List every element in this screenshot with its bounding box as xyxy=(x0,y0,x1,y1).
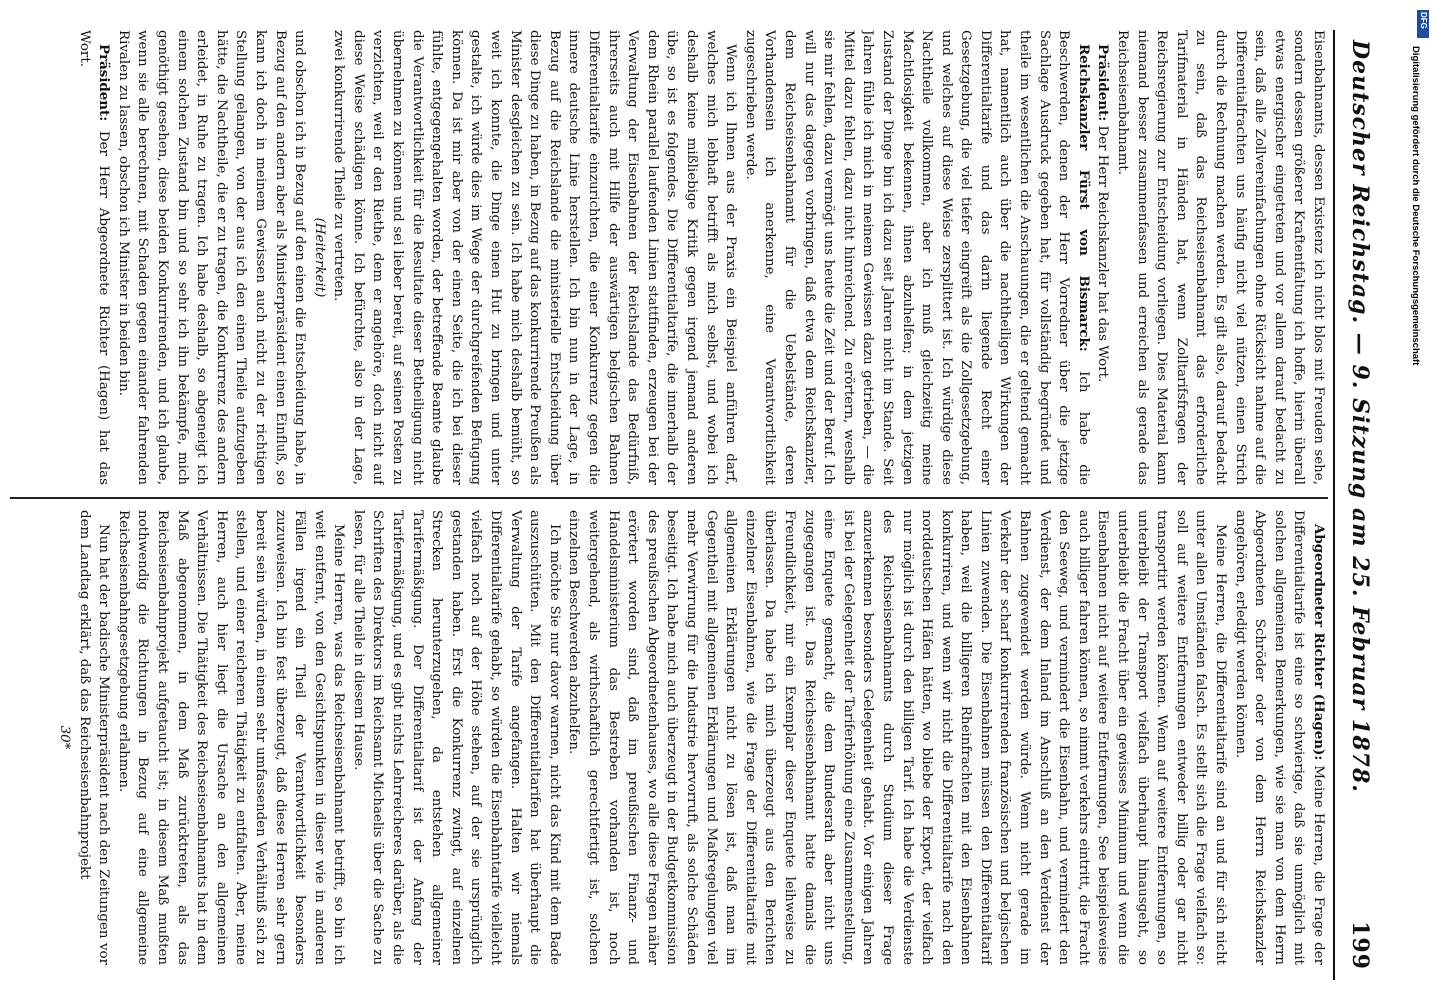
paragraph xyxy=(74,30,113,485)
paragraph xyxy=(564,510,1230,965)
paragraph xyxy=(1112,30,1328,485)
paragraph-text: 30* xyxy=(57,725,72,750)
paragraph xyxy=(329,30,740,485)
paragraph-text: Ich habe die Beschwerden, denen der Herr Vorredner über die jetzige Sachlage Ausdruck gegeben hat, für vollständig begründet und theile im wesentlichen die Anschauungen, die er geltend gemacht hat, namentlich auch über die nachtheiligen Wirkungen der Differentialtarife und das darin liegende Recht einer Gesetzgebung, die viel tiefer eingreift als die Zollgesetzgebung, und welches auf diese Weise zersplittert ist. Ich würdige diese Nachtheile vollkommen, aber ich muß gleichzeitig meine Machtlosigkeit bekennen, ihnen abzuhelfen; in dem jetzigen Zustand der Dinge bin ich dazu seit Jahren nicht im Stande. Seit Jahren fühle ich mich in meinem Gewissen dazu getrieben, — die Mittel dazu fehlen, dazu nicht hinreichend. Zu erörtern, weshalb sie mir fehlen, dazu vermögt uns heute die Zeit und der Beruf. Ich will nur das dagegen vorbringen, daß etwa dem Reichskanzler, dem Reichseisenbahnamt für die Uebelstände, deren Vorhandensein ich anerkenne, eine Verantwortlichkeit zugeschrieben werde. xyxy=(742,30,1091,485)
page-header xyxy=(1340,40,1380,970)
paragraph xyxy=(1093,30,1113,485)
paragraph-text: Meine Herren, die Frage der Differentialtarife ist eine so schwierige, daß sie unmöglich mit solchen allgemeinen Bemerkungen, wie sie man von dem Herrn Abgeordneten Schröder oder von dem Herrn Reichskanzler angehören, erledigt werden können. xyxy=(1232,510,1326,965)
speaker-name: Präsident: xyxy=(1095,44,1112,122)
paragraph xyxy=(348,510,564,965)
paragraph xyxy=(309,30,329,485)
header-rule xyxy=(1333,30,1335,980)
paragraph-text: Ich möchte Sie nur davor warnen, nicht das Kind mit dem Bade auszuschütten. Mit den Differentialtarifen hat überhaupt die Verwaltung der Tarife angefangen. Halten wir niemals Differentialtarife gehabt, so würden die Eisenbahntarife vielleicht vielfach noch auf der Höhe stehen, auf der sie ursprünglich gestanden haben. Erst die Konkurrenz zwingt, auf einzelnen Strecken herunterzugehen, da entstehen allgemeiner Tarifermäßigung. Der Differentialtarif ist der Anfang der Tarifermäßigung, und es gibt nichts Lehrreicheres darüber, als die Schriften des Direktors im Reichsamt Michaelis über die Sache zu lesen, für alle Theile in diesem Hause. xyxy=(350,510,562,965)
credit-label: Digitalisierung gefördert durch die Deutsche Forschungsgemeinschaft xyxy=(1410,46,1421,366)
dfg-logo xyxy=(1417,10,1429,38)
paragraph-text: (Heiterkeit) xyxy=(311,217,327,298)
paragraph xyxy=(740,30,1093,485)
right-column xyxy=(10,510,1328,965)
paragraph xyxy=(113,30,309,485)
page-number: 199 xyxy=(1347,921,1373,970)
paragraph-text: Meine Herren, was das Reichseisenbahnamt betrifft, so bin ich weit entfernt, von den Gesichtspunkten in dieser wie in anderen Fällen irgend ein Theil der Verantwortlichkeit besonders zuzuweisen. Ich bin fest überzeugt, daß diese Herren sehr gern bereit sein würden, in einem sehr umfassenden Verhältniß sich zu stellen, und einer reicheren Thätigkeit zu entfalten. Aber, meine Herren, auch hier liegt die Ursache an den allgemeinen Verhältnissen. Die Thätigkeit des Reichseisenbahnamts hat in dem Maß abgenommen, in dem Maß zurücktreten, als das Reichseisenbahnprojekt aufgetaucht ist; in diesem Maß mußten nothwendig die Richtungen in Bezug auf eine allgemeine Reichseisenbahngesetzgebung erlahmen. xyxy=(115,510,347,965)
paragraph-text: Eisenbahnamts, dessen Existenz ich nicht blos mit Freuden sehe, sondern dessen größerer Kraftentfaltung ich hoffe, hierin überall etwas energischer eingetreten und vor allem darauf bedacht zu sein, daß alle Zollvereinfachungen ohne Rücksicht nahme auf die Differentialfrachten uns häufig nicht viel nützen, einen Strich durch die Rechnung machen werden. Es gilt also, darauf bedacht zu sein, daß das Reichseisenbahnamt das erforderliche Tarifmaterial in Händen hat, wenn Zolltarifsfragen der Reichsregierung zur Entscheidung vorliegen. Dies Material kann niemand besser zusammenfassen und erreichen als gerade das Reichseisenbahnamt. xyxy=(1115,30,1326,485)
paragraph-text: Wenn ich Ihnen aus der Praxis ein Beispiel anführen darf, welches mich lebhaft betrifft als mich selbst, und wobei ich deshalb keine mißliebige Kritik gegen irgend jemand anderen übe, so ist es folgendes. Die Differentialtarife, die innerhalb der dem Rhein parallel laufenden Linien stattfinden, erzeugen bei der Verwaltung der Eisenbahnen der Reichslande das Bedürfniß, ihrerseits auch mit Hilfe der auswärtigen belgischen Bahnen Differentialtarife einzurichten, die einer Konkurrenz gegen die innere deutsche Linie herstellen. Ich bin nun in der Lage, in Bezug auf die Reichslande die ministerielle Entscheidung über diese Dinge zu haben, in Bezug auf das konkurrirende Preußen als Minister desgleichen zu sein. Ich habe mich deshalb bemüht, so weit ich konnte, die Dinge einen Hut zu bringen und unter gestalte, ich würde dies im Wege der durchgreifenden Befugung können. Da ist mir aber von der einen Seite, die ich bei dieser fühlte, entgegengehalten worden, der betreffende Beamte glaube die Verantwortlichkeit für die Resultate dieser Betheiligung nicht übernehmen zu können und sei lieber bereit, auf seinen Posten zu verzichten, weil er den Riethe, dem er angehöre, doch nicht auf diese Weise schädigen könne. Ich befürchte, also in der Lage, zwei konkurrirende Theile zu vertreten. xyxy=(331,30,739,485)
paragraph-text: Der Herr Reichskanzler hat das Wort. xyxy=(1095,121,1111,383)
left-column xyxy=(10,30,1328,485)
paragraph xyxy=(54,510,74,965)
dfg-logo-text: DFG xyxy=(1419,12,1428,29)
paragraph xyxy=(113,510,348,965)
speaker-name: Präsident: xyxy=(96,44,113,122)
paragraph-text: Der Herr Abgeordnete Richter (Hagen) hat das Wort. xyxy=(76,30,112,485)
running-title: Deutscher Reichstag. — 9. Sitzung am 25. Februar 1878. xyxy=(1347,40,1373,793)
column-divider xyxy=(10,497,1328,499)
paragraph xyxy=(74,510,113,965)
paragraph-text: Nun hat der badische Ministerpräsident nach den Zeitungen vor dem Landtag erklärt, daß das Reichseisenbahnprojekt xyxy=(76,510,112,965)
speaker-name: Reichskanzler Fürst von Bismarck: xyxy=(1075,44,1092,352)
paragraph xyxy=(1230,510,1328,965)
speaker-name: Abgeordneter Richter (Hagen): xyxy=(1311,524,1327,761)
paragraph-text: Meine Herren, die Differentialtarife sind an und für sich nicht unter allen Umständen falsch. Es stellt sich die Frage vielfach so: soll auf weitere Entfernungen entweder billig oder gar nicht transportirt werden können. Wenn auf weitere Entfernungen, so unterbleibt der Transport vielfach überhaupt hinausgeht, so unterbleibt die Fracht über ein gewisses Minimum und wenn die Eisenbahnen nicht auf weitere Entfernungen, See beispielsweise auch billiger fahren können, so nimmt verkehrs eintritt, die Fracht den Seeweg, und vermindert die Eisenbahn, und vermindert den Verdienst, der dem Inland im Anschluß an den Verdienst der Bahnen zugewendet werden würde. Wenn nicht gerade im Verkehr der scharf konkurrirenden französischen und belgischen Linien zuwenden. Die Eisenbahnen müssen den Differentialtarif haben, weil die billigeren Rheinfrachten mit den Eisenbahnen konkurriren, und wenn wir nicht die Differentialtarife nach den norddeutschen Häfen hätten, wo bliebe der Export, der vielfach nur möglich ist durch den billigen Tarif. Ich habe die Verdienste des Reichseisenbahnamts durch Studium dieser Frage anzuerkennen besonders Gelegenheit gehabt. Vor einigen Jahren ist bei der Gelegenheit der Tariferhöhung eine Zusammenstellung, eine Enquete gemacht, die dem Bundesrath aber nicht uns zugegangen ist. Das Reichseisenbahnamt hatte damals die Freundlichkeit, mir ein Exemplar dieser Enquete leihweise zu überlassen. Da habe ich mich überzeugt aus den Berichten einzelner Eisenbahnen, wie die Frage der Differentialtarife mit allgemeinen Erklärungen nicht zu lösen ist, daß man im Gegentheil mit allgemeinen Erklärungen und Maßregelungen viel mehr Verwirrung für die Industrie hervorruft, als solche Schäden beseitigt. Ich habe mich auch überzeugt in der Budgetkommission des preußischen Abgeordnetenhauses, wo alle diese Fragen näher erörtert worden sind, daß im preußischen Finanz- und Handelsministerium das Bestreben vorhanden ist, noch weitergehend, als wirthschaftlich gerechtfertigt ist, solchen einzelnen Beschwerden abzuhelfen. xyxy=(566,510,1229,965)
paragraph-text: und obschon ich in Bezug auf den einen die Entscheidung habe, in Bezug auf den andern aber als Ministerpräsident einen Einfluß, so kann ich doch in meinem Gewissen auch nicht zu der richtigen Stellung gelangen, von der aus ich den einen Theile aufzugeben hätte, die Nachtheile, die er zu tragen, die Konkurrenz des andern erleidet, in Ruhe zu tragen. Ich habe deshalb, so abgeneigt ich einem solchen Zustand bin und so sehr ich ihn bekämpfe, mich genöthigt gesehen, diese beiden Konkurrirenden, und ich glaube, wenn sie alle berechnen, mit Schaden gegen einander fahrenden Rivalen zu lassen, obschon ich Minister in beiden bin. xyxy=(115,30,308,485)
